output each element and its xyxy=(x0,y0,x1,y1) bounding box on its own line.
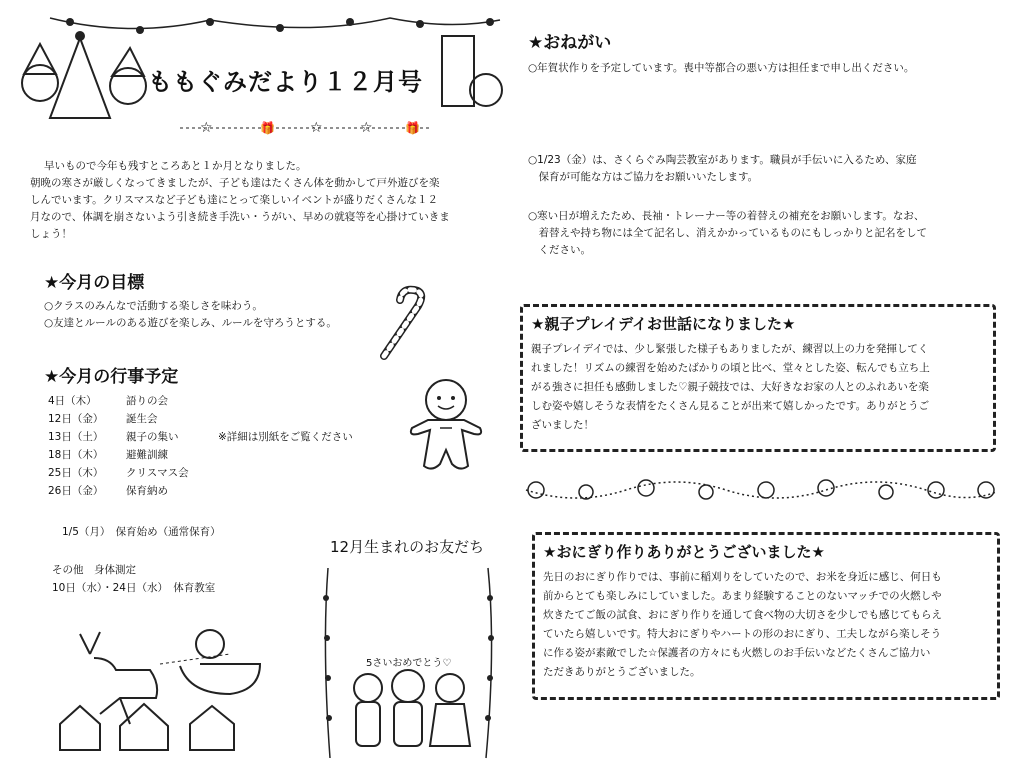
event-date: 12日（金） xyxy=(48,413,104,425)
birthday-title: 12月生まれのお友だち xyxy=(330,538,485,556)
onigiri-line: 先日のおにぎり作りでは、事前に稲刈りをしていたので、お米を身近に感じ、何日も xyxy=(543,571,942,583)
onigiri-thanks-box xyxy=(532,532,1000,700)
playday-line: ざいました！ xyxy=(531,419,594,431)
birthday-frame-illustration xyxy=(318,528,500,764)
playday-line: れました！リズムの練習を始めたばかりの頃と比べ、堂々とした姿、転んでも立ち上 xyxy=(531,362,930,374)
gingerbread-illustration xyxy=(406,374,486,474)
mouse-garland-illustration xyxy=(516,470,1006,510)
event-note: ※詳細は別紙をご覧ください xyxy=(218,431,353,443)
request-line: ください。 xyxy=(528,244,591,256)
playday-heading: ★親子プレイデイお世話になりました★ xyxy=(531,315,796,333)
event-row xyxy=(30,392,353,410)
request-line: 着替えや持ち物には全て記名し、消えかかっているものにもしっかりと記名をして xyxy=(528,227,927,239)
onigiri-line: に作る姿が素敵でした☆保護者の方々にも火燃しのお手伝いなどたくさんご協力い xyxy=(543,647,931,659)
event-date: 4日（木） xyxy=(48,395,97,407)
event-row xyxy=(30,482,353,500)
event-name: 誕生会 xyxy=(126,413,158,425)
onigiri-line: 炊きたてご飯の試食、おにぎり作りを通して食べ物の大切さを少しでも感じてもらえ xyxy=(543,609,942,621)
goals-heading: ★今月の目標 xyxy=(44,273,145,293)
svg-text:☆: ☆ xyxy=(200,120,213,136)
next-event: 1/5（月） 保育始め（通常保育） xyxy=(62,526,221,538)
playday-line: 親子プレイデイでは、少し緊張した様子もありましたが、練習以上の力を発揮してく xyxy=(531,343,929,355)
onigiri-line: 前からとても楽しみにしていました。あまり経験することのないマッチでの火燃しや xyxy=(543,590,942,602)
event-name: 保育納め xyxy=(126,485,168,497)
reindeer-sleigh-illustration xyxy=(60,614,270,754)
request-line: ○寒い日が増えたため、長袖・トレーナー等の着替えの補充をお願いします。なお、 xyxy=(528,210,925,222)
event-row xyxy=(30,446,353,464)
onigiri-heading: ★おにぎり作りありがとうございました★ xyxy=(543,543,825,561)
candy-cane-illustration xyxy=(370,286,440,366)
birthday-message: 5さいおめでとう♡ xyxy=(366,658,452,669)
intro-line: しょう！ xyxy=(30,228,72,240)
intro-line: 早いもので今年も残すところあと１か月となりました。 xyxy=(44,160,307,172)
request-item xyxy=(528,208,927,259)
svg-text:☆: ☆ xyxy=(310,120,323,136)
other-label: その他 身体測定 xyxy=(52,564,136,576)
event-row xyxy=(30,428,353,446)
request-line: ○1/23（金）は、さくらぐみ陶芸教室があります。職員が手伝いに入るため、家庭 xyxy=(528,154,917,166)
request-line: ○年賀状作りを予定しています。喪中等都合の悪い方は担任まで申し出ください。 xyxy=(528,62,915,74)
onigiri-line: ていたら嬉しいです。特大おにぎりやハートの形のおにぎり、工夫しながら楽しそう xyxy=(543,628,942,640)
onigiri-body xyxy=(543,568,989,682)
goals-list xyxy=(44,298,337,332)
event-date: 26日（金） xyxy=(48,485,104,497)
event-name: 避難訓練 xyxy=(126,449,168,461)
events-heading: ★今月の行事予定 xyxy=(44,367,179,387)
intro-line: 月なので、体調を崩さないよう引き続き手洗い・うがい、早めの就寝等を心掛けていきま xyxy=(30,211,450,223)
event-name: 親子の集い xyxy=(126,431,179,443)
event-name: 語りの会 xyxy=(126,395,168,407)
svg-text:🎁: 🎁 xyxy=(260,121,275,135)
playday-body xyxy=(531,340,985,435)
goal-item: ○クラスのみんなで活動する楽しさを味わう。 xyxy=(44,300,263,312)
events-list xyxy=(30,392,353,500)
other-detail: 10日（水）・24日（水） 体育教室 xyxy=(52,582,216,594)
request-item xyxy=(528,152,916,186)
request-item xyxy=(528,60,914,77)
event-name: クリスマス会 xyxy=(126,467,189,479)
playday-thanks-box xyxy=(520,304,996,452)
page-title: ももぐみだより１２月号 xyxy=(148,68,423,96)
event-date: 25日（木） xyxy=(48,467,104,479)
playday-line: しむ姿や嬉しそうな表情をたくさん見ることが出来て嬉しかったです。ありがとうご xyxy=(531,400,930,412)
event-row xyxy=(30,410,353,428)
intro-paragraph xyxy=(30,158,510,243)
request-line: 保育が可能な方はご協力をお願いいたします。 xyxy=(528,171,759,183)
event-date: 13日（土） xyxy=(48,431,104,443)
event-date: 18日（木） xyxy=(48,449,104,461)
request-heading: ★おねがい xyxy=(528,33,612,53)
playday-line: がる強さに担任も感動しました♡親子競技では、大好きなお家の人とのふれあいを楽 xyxy=(531,381,929,393)
intro-line: 朝晩の寒さが厳しくなってきましたが、子ども達はたくさん体を動かして戸外遊びを楽 xyxy=(30,177,440,189)
svg-text:☆: ☆ xyxy=(360,120,373,136)
intro-line: しんでいます。クリスマスなど子ども達にとって楽しいイベントが盛りだくさんな１２ xyxy=(30,194,439,206)
onigiri-line: ただきありがとうございました。 xyxy=(543,666,701,678)
svg-text:🎁: 🎁 xyxy=(405,121,420,135)
goal-item: ○友達とルールのある遊びを楽しみ、ルールを守ろうとする。 xyxy=(44,317,337,329)
event-row xyxy=(30,464,353,482)
